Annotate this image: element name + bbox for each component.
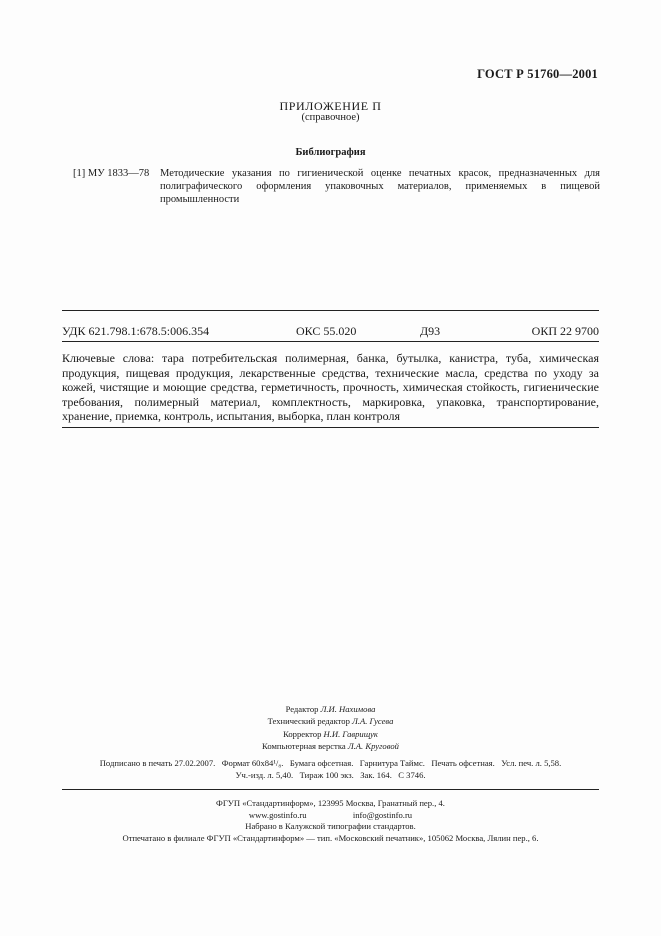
standard-code: ГОСТ Р 51760—2001 [477, 67, 598, 81]
credits-block [0, 703, 661, 752]
credit-corrector: Корректор Н.И. Гаврищук [283, 728, 378, 739]
print-details-2: Уч.-изд. л. 5,40. Тираж 100 экз. Зак. 164. С 3746. [235, 770, 426, 780]
bibliography-text: Методические указания по гигиенической оценке печатных красок, предназначенных для полиграфического оформления упаковочных материалов, применяемых в пищевой промышленности [160, 168, 600, 205]
publisher-email[interactable]: info@gostinfo.ru [352, 809, 413, 820]
publisher-block [0, 798, 661, 844]
appendix-subtitle: (справочное) [301, 112, 360, 123]
divider-top [62, 310, 599, 311]
printed-note: Отпечатано в филиале ФГУП «Стандартинформ» — тип. «Московский печатник», 105062 Москва, Лялин пер., 6. [122, 832, 539, 843]
appendix-title: ПРИЛОЖЕНИЕ П [279, 99, 382, 113]
typeset-note: Набрано в Калужской типографии стандартов. [245, 821, 416, 831]
credit-layout: Компьютерная верстка Л.А. Круговой [262, 740, 399, 751]
divider-bottom [62, 427, 599, 428]
bibliography-heading: Библиография [295, 147, 366, 158]
publisher-website[interactable]: www.gostinfo.ru [248, 809, 307, 820]
udk-code: УДК 621.798.1:678.5:006.354 [62, 324, 210, 338]
oks-code: ОКС 55.020 [296, 324, 357, 338]
publisher-contacts [0, 810, 661, 822]
okp-code: ОКП 22 9700 [531, 324, 599, 338]
bibliography-ref: [1] МУ 1833—78 [73, 168, 150, 179]
credit-tech-editor: Технический редактор Л.А. Гусева [267, 716, 394, 727]
credit-editor: Редактор Л.И. Нахимова [285, 704, 376, 714]
bibliography-entry [73, 167, 601, 206]
divider-publisher [62, 789, 599, 790]
publisher-address: ФГУП «Стандартинформ», 123995 Москва, Гранатный пер., 4. [216, 798, 445, 808]
keywords: Ключевые слова: тара потребительская полимерная, банка, бутылка, канистра, туба, химическая продукция, пищевая продукция, лекарственные средства, технические масла, средства по уходу за кожей, чистящие и моющие средства, герметичность, прочность, химическая стойкость, гигиенические требования, полимерный материал, комплектность, маркировка, упаковка, транспортирование, хранение, приемка, контроль, испытания, выборка, план контроля [62, 351, 599, 424]
group-code: Д93 [420, 324, 441, 338]
print-details-1: Подписано в печать 27.02.2007. Формат 60х84¹/₈. Бумага офсетная. Гарнитура Таймс. Печать офсетная. Усл. печ. л. 5,58. [99, 758, 562, 768]
divider-middle [62, 341, 599, 342]
